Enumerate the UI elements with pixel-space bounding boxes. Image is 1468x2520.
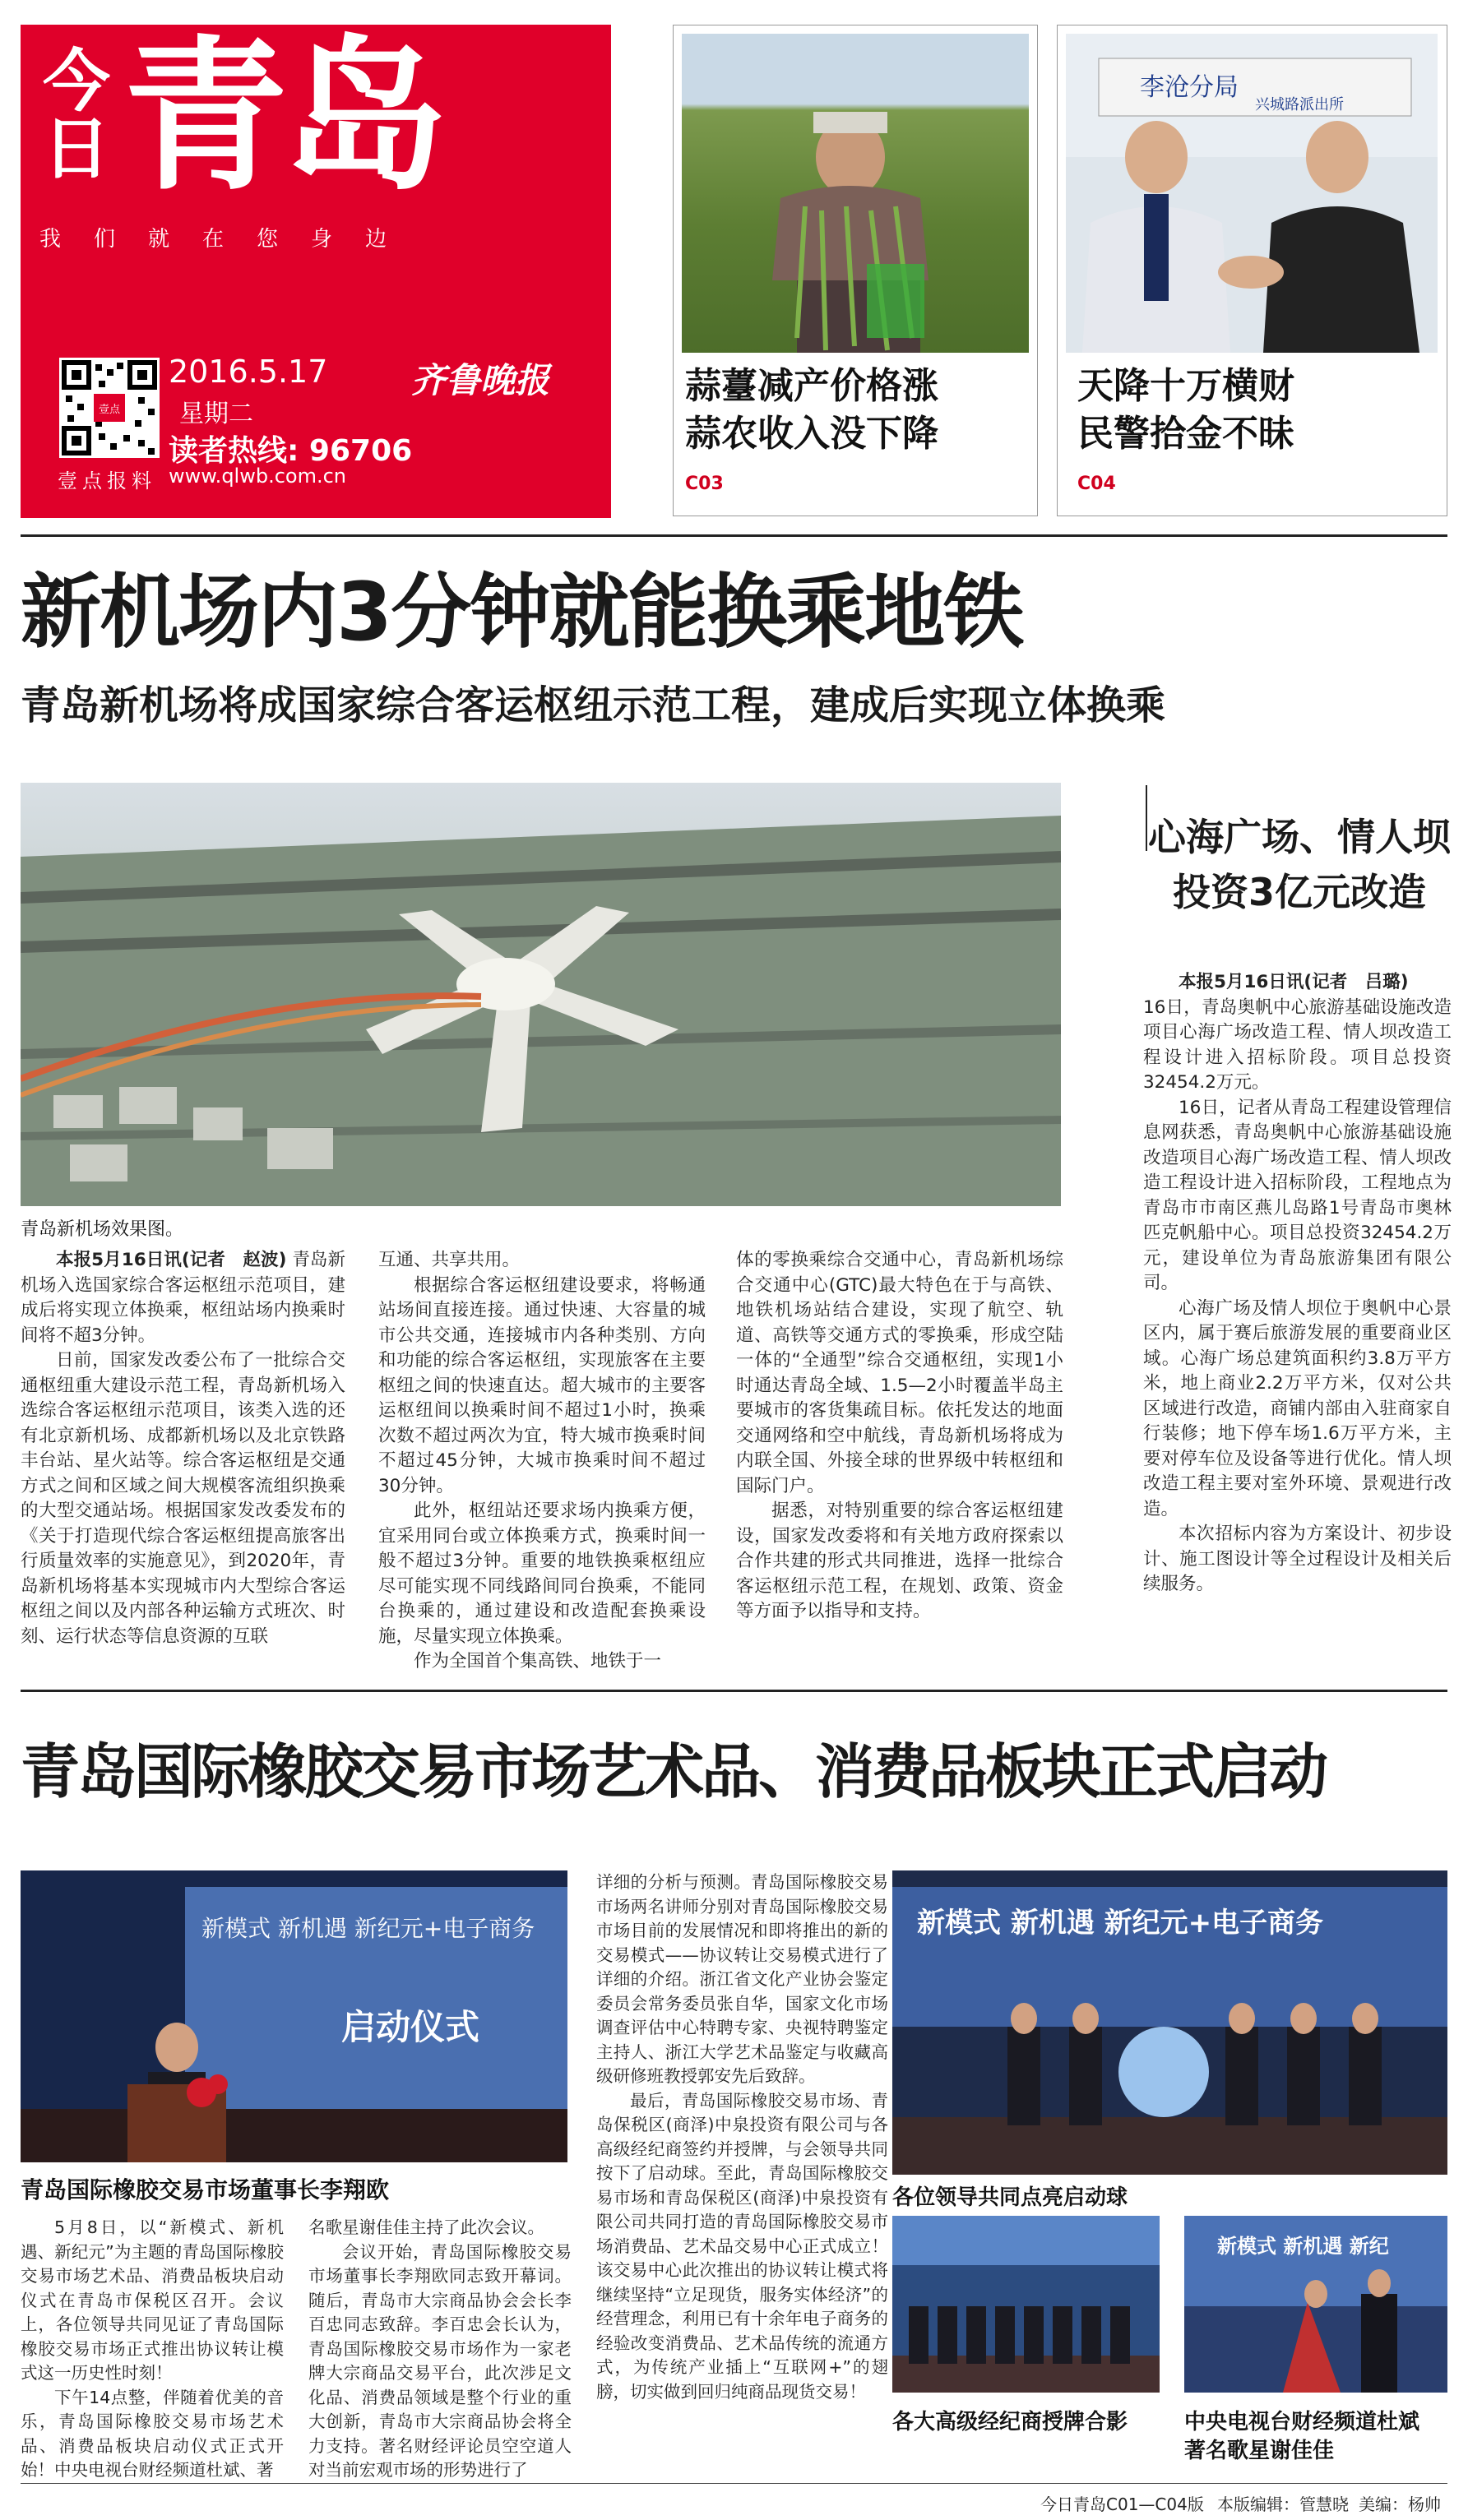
- photo4-caption-line2: 著名歌星谢佳佳: [1184, 2439, 1335, 2463]
- photo-sign-branch: 李沧分局: [1140, 73, 1239, 102]
- qr-caption: 壹点报料: [58, 469, 156, 492]
- footer-editor: 本版编辑：管慧晓: [1217, 2495, 1349, 2514]
- side-column: [1143, 970, 1452, 1598]
- teaser-police[interactable]: [1057, 25, 1447, 516]
- second-col1-p1: 5月8日，以“新模式、新机遇、新纪元”为主题的青岛国际橡胶交易市场艺术品、消费品板块启动仪式在青岛市保税区召开。会议上，各位领导共同见证了青岛国际橡胶交易市场正式推出协议转让模式这一历史性时刻！: [21, 2217, 284, 2383]
- masthead-slogan: 我们就在您身边: [39, 227, 420, 252]
- photo2-banner: 新模式 新机遇 新纪元+电子商务: [917, 1907, 1324, 1940]
- second-col2-p1: 名歌星谢佳佳主持了此次会议。: [308, 2217, 544, 2237]
- divider-middle: [21, 1690, 1447, 1692]
- lead-col2-p3: 此外，枢纽站还要求场内换乘方便，宜采用同台或立体换乘方式，换乘时间一般不超过3分钟。重要的地铁换乘枢纽应尽可能实现不同线路间同台换乘，不能同台换乘的，通过建设和改造配套换乘设施，尽量实现立体换乘。: [378, 1500, 706, 1647]
- teaser-garlic-page[interactable]: C03: [685, 474, 724, 494]
- lead-col3-p1: 体的零换乘综合交通中心，青岛新机场综合交通中心(GTC)最大特色在于与高铁、地铁机场站结合建设，实现了航空、轨道、高铁等交通方式的零换乘，形成空陆一体的“全通型”综合交通枢纽，实现1小时通达青岛全域、1.5—2小时覆盖半岛主要城市的客货集疏目标。依托发达的地面交通网络和空中航线，青岛新机场将成为内联全国、外接全球的世界级中转枢纽和国际门户。: [736, 1250, 1063, 1496]
- teaser-police-title-line2: 民警拾金不昧: [1077, 413, 1294, 455]
- brokers-group-photo: [892, 2216, 1160, 2393]
- airport-rendering-photo: [21, 783, 1061, 1206]
- photo1-banner-slogan: 新模式 新机遇 新纪元+电子商务: [201, 1915, 535, 1942]
- lead-column-3: [736, 1248, 1063, 1625]
- lead-column-1: [21, 1248, 345, 1649]
- photo4-caption-line1: 中央电视台财经频道杜斌: [1184, 2410, 1420, 2434]
- photo4-banner: 新模式 新机遇 新纪: [1217, 2235, 1389, 2258]
- masthead-ri: 日: [42, 110, 110, 188]
- second-col2-p2: 会议开始，青岛国际橡胶交易市场董事长李翔欧同志致开幕词。随后，青岛市大宗商品协会会长李百忠同志致辞。李百忠会长认为，青岛国际橡胶交易市场作为一家老牌大宗商品交易平台，此次涉足文化品、消费品领域是整个行业的重大创新，青岛市大宗商品协会将全力支持。著名财经评论员空空道人对当前宏观市场的形势进行了: [308, 2241, 572, 2480]
- side-byline: 本报5月16日讯(记者 吕璐): [1179, 972, 1409, 992]
- website-link[interactable]: www.qlwb.com.cn: [169, 465, 346, 488]
- lead-photo-caption: 青岛新机场效果图。: [21, 1219, 184, 1240]
- hosts-photo: [1184, 2216, 1447, 2393]
- lead-col1-p2: 日前，国家发改委公布了一批综合交通枢纽重大建设示范工程，青岛新机场入选综合客运枢纽示范项目，该类入选的还有北京新机场、成都新机场以及北京铁路丰台站、星火站等。综合客运枢纽是交通方式之间和区域之间大规模客流组织换乘的大型交通站场。根据国家发改委发布的《关于打造现代综合客运枢纽提高旅客出行质量效率的实施意见》，到2020年，青岛新机场将基本实现城市内大型综合客运枢纽之间以及内部各种运输方式班次、时刻、运行状态等信息资源的互联: [21, 1350, 345, 1647]
- lead-subhead: 青岛新机场将成国家综合客运枢纽示范工程，建成后实现立体换乘: [21, 682, 1166, 728]
- photo1-caption: 青岛国际橡胶交易市场董事长李翔欧: [21, 2176, 390, 2203]
- side-p4: 本次招标内容为方案设计、初步设计、施工图设计等全过程设计及相关后续服务。: [1143, 1524, 1452, 1594]
- lead-col2-p1: 互通、共享共用。: [378, 1250, 521, 1270]
- second-col1-p2: 下午14点整，伴随着优美的音乐，青岛国际橡胶交易市场艺术品、消费品板块启动仪式正式开始！中央电视台财经频道杜斌、著: [21, 2387, 284, 2480]
- lead-byline: 本报5月16日讯(记者 赵波): [56, 1250, 287, 1270]
- side-p1: 16日，青岛奥帆中心旅游基础设施改造项目心海广场改造工程、情人坝改造工程设计进入招标阶段。项目总投资32454.2万元。: [1143, 996, 1452, 1093]
- lead-col1-p1: 青岛新机场入选国家综合客运枢纽示范项目，建成后将实现立体换乘，枢纽站场内换乘时间将不超3分钟。: [21, 1250, 345, 1346]
- garlic-farmer-photo: [682, 34, 1029, 353]
- issue-weekday: 星期二: [179, 400, 253, 428]
- second-column-3: [596, 1870, 888, 2404]
- teaser-police-title-line1: 天降十万横财: [1077, 365, 1294, 407]
- lighting-ball-photo: [892, 1870, 1447, 2175]
- photo1-banner-title: 启动仪式: [341, 2007, 480, 2047]
- police-handshake-photo: [1066, 34, 1438, 353]
- lead-col3-p2: 据悉，对特别重要的综合客运枢纽建设，国家发改委将和有关地方政府探索以合作共建的形式共同推进，选择一批综合客运枢纽示范工程，在规划、政策、资金等方面予以指导和支持。: [736, 1500, 1063, 1621]
- brand-logo: 齐鲁晚报: [411, 360, 550, 400]
- issue-date: 2016.5.17: [169, 354, 328, 390]
- footer-section: 今日青岛C01—C04版: [1040, 2495, 1204, 2514]
- second-column-2: [308, 2216, 572, 2483]
- teaser-garlic-title-line1: 蒜薹减产价格涨: [685, 365, 938, 407]
- teaser-police-page[interactable]: C04: [1077, 474, 1116, 494]
- masthead-logo-qingdao: 青岛: [123, 21, 443, 213]
- side-p2: 16日，记者从青岛工程建设管理信息网获悉，青岛奥帆中心旅游基础设施改造项目心海广场改造工程、情人坝改造工程设计进入招标阶段，工程地点为青岛市市南区燕儿岛路1号青岛市奥林匹克帆船中心。项目总投资32454.2万元，建设单位为青岛旅游集团有限公司。: [1143, 1097, 1452, 1293]
- side-title-line1: 心海广场、情人坝: [1148, 815, 1451, 859]
- teaser-garlic[interactable]: [673, 25, 1038, 516]
- side-title-line2: 投资3亿元改造: [1172, 870, 1426, 914]
- second-col3-p2: 最后，青岛国际橡胶交易市场、青岛保税区(商泽)中泉投资有限公司与各高级经纪商签约并授牌，与会领导共同按下了启动球。至此，青岛国际橡胶交易市场和青岛保税区(商泽)中泉投资有限公司共同打造的青岛国际橡胶交易市场消费品、艺术品交易中心正式成立！该交易中心此次推出的协议转让模式将继续坚持“立足现货，服务实体经济”的经营理念，利用已有十余年电子商务的经验改变消费品、艺术品传统的流通方式，为传统产业插上“互联网+”的翅膀，切实做到回归纯商品现货交易！: [596, 2090, 888, 2402]
- qr-center-label: 壹点: [98, 404, 121, 416]
- second-headline: 青岛国际橡胶交易市场艺术品、消费品板块正式启动: [21, 1737, 1327, 1806]
- lead-col2-p4: 作为全国首个集高铁、地铁于一: [414, 1651, 662, 1672]
- footer-design: 美编：杨帅: [1359, 2495, 1441, 2514]
- photo2-caption: 各位领导共同点亮启动球: [892, 2185, 1128, 2210]
- chairman-speech-photo: [21, 1870, 567, 2162]
- lead-headline: 新机场内3分钟就能换乘地铁: [21, 566, 1023, 659]
- divider-top: [21, 534, 1447, 537]
- qr-code-icon[interactable]: [59, 358, 160, 458]
- side-p3: 心海广场及情人坝位于奥帆中心景区内，属于赛后旅游发展的重要商业区域。心海广场总建筑面积约3.8万平方米，地上商业2.2万平方米，仅对公共区域进行改造，商铺内部由入驻商家自行装修；地下停车场1.6万平方米，主要对停车位及设备等进行优化。情人坝改造工程主要对室外环境、景观进行改造。: [1143, 1297, 1452, 1519]
- lead-col2-p2: 根据综合客运枢纽建设要求，将畅通站场间直接连接。通过快速、大容量的城市公共交通，连接城市内各种类别、方向和功能的综合客运枢纽，实现旅客在主要枢纽之间的快速直达。超大城市的主要客运枢纽间以换乘时间不超过1小时，换乘次数不超过两次为宜，特大城市换乘时间不超过45分钟，大城市换乘时间不超过30分钟。: [378, 1274, 706, 1496]
- reader-hotline: 读者热线: 96706: [169, 434, 413, 468]
- divider-bottom: [21, 2483, 1447, 2484]
- second-col3-p1: 详细的分析与预测。青岛国际橡胶交易市场两名讲师分别对青岛国际橡胶交易市场目前的发展情况和即将推出的新的交易模式——协议转让交易模式进行了详细的介绍。浙江省文化产业协会鉴定委员会常务委员张自华，国家文化市场调查评估中心特聘专家、央视特聘鉴定主持人、浙江大学艺术品鉴定与收藏高级研修班教授郭安先后致辞。: [596, 1872, 888, 2086]
- photo3-caption: 各大高级经纪商授牌合影: [892, 2410, 1128, 2434]
- second-column-1: [21, 2216, 284, 2483]
- masthead-jin: 今: [42, 43, 110, 121]
- lead-column-2: [378, 1248, 706, 1675]
- photo-sign-station: 兴城路派出所: [1255, 96, 1344, 113]
- teaser-garlic-title-line2: 蒜农收入没下降: [685, 413, 938, 455]
